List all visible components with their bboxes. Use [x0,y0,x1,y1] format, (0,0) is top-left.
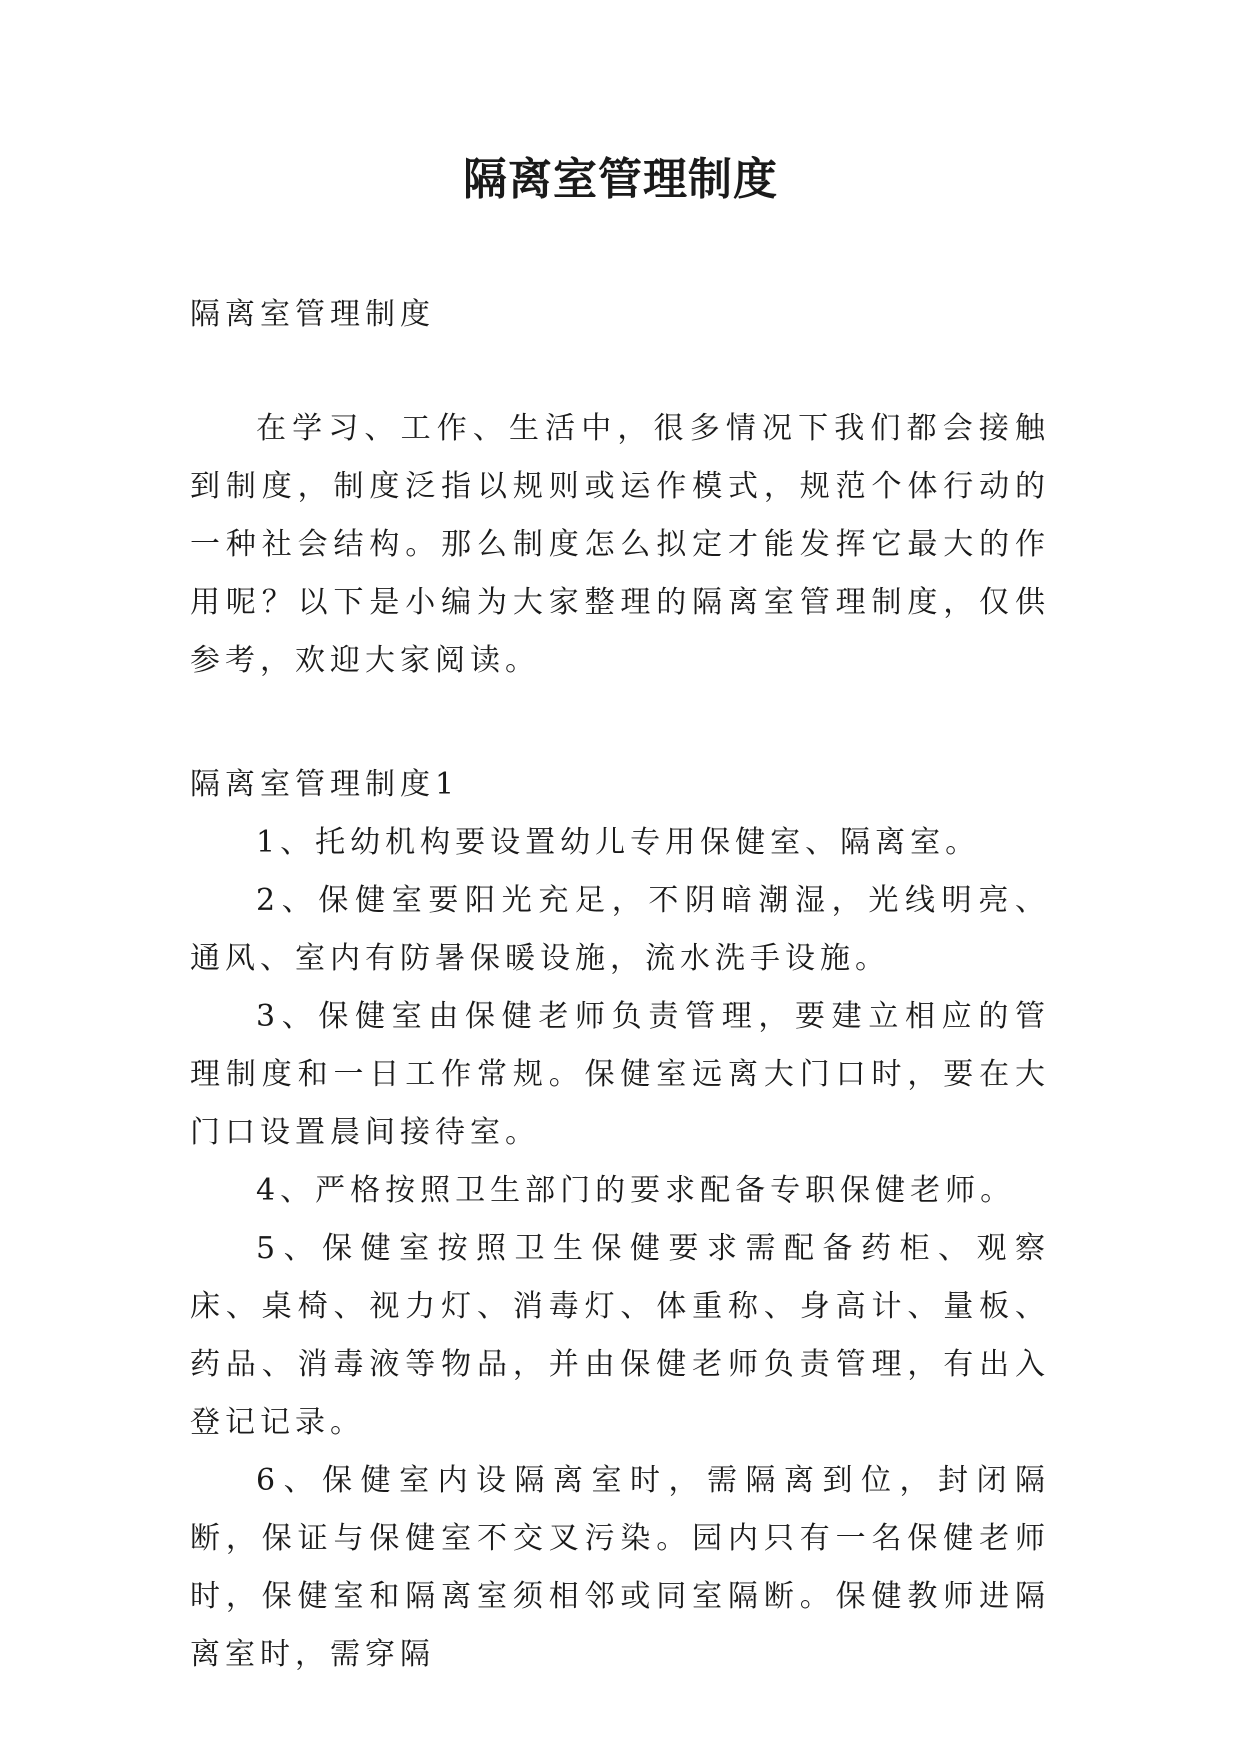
subtitle-text: 隔离室管理制度 [190,297,435,332]
document-subtitle [190,286,1050,344]
list-item: 4、严格按照卫生部门的要求配备专职保健老师。 [256,1173,1016,1208]
list-item: 2、保健室要阳光充足，不阴暗潮湿，光线明亮、通风、室内有防暑保暖设施，流水洗手设施。 [190,883,1050,976]
document-title: 隔离室管理制度 [463,154,778,205]
section-1 [190,756,1050,1684]
list-item: 3、保健室由保健老师负责管理，要建立相应的管理制度和一日工作常规。保健室远离大门口时，要在大门口设置晨间接待室。 [190,999,1050,1150]
list-item: 1、托幼机构要设置幼儿专用保健室、隔离室。 [256,825,981,860]
intro-text: 在学习、工作、生活中，很多情况下我们都会接触到制度，制度泛指以规则或运作模式，规范个体行动的一种社会结构。那么制度怎么拟定才能发挥它最大的作用呢？以下是小编为大家整理的隔离室管理制度，仅供参考，欢迎大家阅读。 [190,411,1050,678]
list-item: 5、保健室按照卫生保健要求需配备药柜、观察床、桌椅、视力灯、消毒灯、体重称、身高计、量板、药品、消毒液等物品，并由保健老师负责管理，有出入登记记录。 [190,1231,1050,1440]
list-item: 6、保健室内设隔离室时，需隔离到位，封闭隔断，保证与保健室不交叉污染。园内只有一名保健老师时，保健室和隔离室须相邻或同室隔断。保健教师进隔离室时，需穿隔 [190,1463,1050,1672]
section-heading: 隔离室管理制度1 [190,767,460,802]
intro-paragraph [190,400,1050,690]
